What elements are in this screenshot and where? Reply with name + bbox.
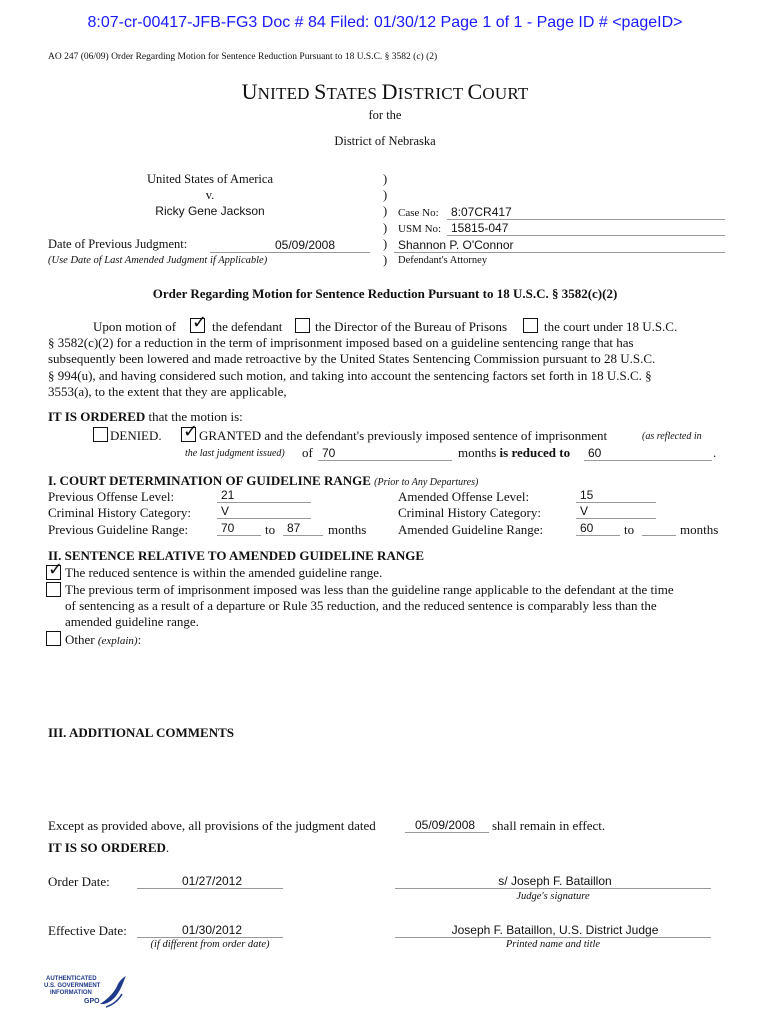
- effective-date-label: Effective Date:: [48, 923, 127, 938]
- checkbox-other[interactable]: [46, 631, 61, 646]
- months-label: months: [680, 522, 719, 537]
- checkbox-less-than-range[interactable]: [46, 582, 61, 597]
- effective-date-field[interactable]: 01/30/2012: [137, 923, 283, 938]
- new-months-field[interactable]: 60: [584, 446, 712, 461]
- signature-label: Judge's signature: [516, 891, 590, 902]
- caption-paren: ): [383, 188, 388, 202]
- option-granted: GRANTED and the defendant's previously imposed sentence of imprisonment: [199, 428, 608, 443]
- remain-text: shall remain in effect.: [492, 818, 606, 833]
- court-name: UNITED STATES DISTRICT COURT: [241, 79, 529, 104]
- defendant-name: Ricky Gene Jackson: [155, 204, 265, 218]
- checkmark-icon: ✓: [183, 421, 199, 442]
- it-is-ordered: IT IS ORDERED that the motion is:: [48, 409, 243, 424]
- prev-offense-label: Previous Offense Level:: [48, 489, 175, 504]
- option-bop: the Director of the Bureau of Prisons: [315, 319, 508, 334]
- district-name: District of Nebraska: [334, 134, 436, 148]
- option-less-than-range-cont: amended guideline range.: [65, 614, 199, 629]
- prev-history-field[interactable]: V: [217, 504, 311, 519]
- amended-history-label: Criminal History Category:: [398, 505, 541, 520]
- option-defendant: the defendant: [212, 319, 283, 334]
- order-title: Order Regarding Motion for Sentence Reduction Pursuant to 18 U.S.C. § 3582(c)(2): [152, 286, 618, 301]
- caption-paren: ): [383, 237, 388, 251]
- plaintiff-name: United States of America: [146, 172, 273, 186]
- to-label: to: [265, 522, 276, 537]
- printed-name-label: Printed name and title: [505, 939, 601, 950]
- paragraph-line: subsequently been lowered and made retroactive by the United States Sentencing Commission pursuant to 28 U.S.C.: [48, 351, 656, 366]
- prev-months-field[interactable]: 70: [318, 446, 452, 461]
- checkbox-granted[interactable]: [181, 421, 199, 442]
- judgment-date-field[interactable]: 05/09/2008: [405, 818, 489, 833]
- checkbox-denied[interactable]: [93, 427, 108, 442]
- amended-offense-label: Amended Offense Level:: [398, 489, 530, 504]
- to-label: to: [624, 522, 635, 537]
- prev-history-label: Criminal History Category:: [48, 505, 191, 520]
- case-no-field[interactable]: 8:07CR417: [447, 205, 725, 220]
- gpo-authenticated-logo: AUTHENTICATED U.S. GOVERNMENT INFORMATION GPO: [44, 974, 134, 1014]
- except-text: Except as provided above, all provisions of the judgment dated: [48, 818, 376, 833]
- usm-no-label: USM No:: [398, 223, 442, 235]
- paragraph-line: § 3582(c)(2) for a reduction in the term of imprisonment imposed based on a guideline sentencing range that has: [48, 335, 634, 350]
- of-label: of: [302, 445, 313, 460]
- months-reduced-label: months is reduced to: [458, 445, 571, 460]
- checkbox-defendant[interactable]: [190, 312, 208, 333]
- option-less-than-range-cont: of sentencing as a result of a departure or Rule 35 reduction, and the reduced sentence is comparably less than the: [65, 598, 657, 613]
- section1-heading: I. COURT DETERMINATION OF GUIDELINE RANGE (Prior to Any Departures): [48, 473, 479, 488]
- for-the: for the: [368, 108, 402, 122]
- option-court: the court under 18 U.S.C.: [544, 319, 678, 334]
- checkmark-icon: ✓: [48, 559, 64, 580]
- form-number-line: AO 247 (06/09) Order Regarding Motion for Sentence Reduction Pursuant to 18 U.S.C. § 3582 (c) (2): [48, 52, 438, 62]
- versus: v.: [205, 188, 215, 202]
- section2-heading: II. SENTENCE RELATIVE TO AMENDED GUIDELINE RANGE: [48, 548, 425, 563]
- prev-judgment-date[interactable]: 05/09/2008: [210, 238, 370, 253]
- prev-range-high[interactable]: 87: [283, 521, 323, 536]
- attorney-label: Defendant's Attorney: [398, 255, 488, 266]
- prev-offense-field[interactable]: 21: [217, 488, 311, 503]
- checkbox-court[interactable]: [523, 318, 538, 333]
- amended-offense-field[interactable]: 15: [576, 488, 656, 503]
- months-label: months: [328, 522, 367, 537]
- option-other: Other (explain):: [65, 632, 142, 647]
- last-judgment-note: the last judgment issued): [185, 448, 285, 459]
- printed-name-field[interactable]: Joseph F. Bataillon, U.S. District Judge: [395, 923, 711, 938]
- usm-no-field[interactable]: 15815-047: [447, 221, 725, 236]
- case-stamp: 8:07-cr-00417-JFB-FG3 Doc # 84 Filed: 01/30/12 Page 1 of 1 - Page ID # <pageID>: [87, 14, 683, 31]
- caption-paren: ): [383, 253, 388, 267]
- attorney-field[interactable]: Shannon P. O'Connor: [394, 238, 725, 253]
- prev-judgment-label: Date of Previous Judgment:: [48, 237, 188, 251]
- caption-paren: ): [383, 172, 388, 186]
- prev-range-low[interactable]: 70: [217, 521, 261, 536]
- period: .: [713, 445, 717, 460]
- amended-range-low[interactable]: 60: [576, 521, 620, 536]
- as-reflected-note: (as reflected in: [642, 431, 702, 442]
- option-within-range: The reduced sentence is within the amended guideline range.: [65, 565, 383, 580]
- effective-date-note: (if different from order date): [150, 939, 270, 950]
- paragraph-line: § 994(u), and having considered such motion, and taking into account the sentencing factors set forth in 18 U.S.C. §: [48, 368, 652, 383]
- case-no-label: Case No:: [398, 207, 439, 219]
- prev-judgment-note: (Use Date of Last Amended Judgment if Applicable): [48, 255, 268, 266]
- amended-range-label: Amended Guideline Range:: [398, 522, 544, 537]
- caption-paren: ): [383, 204, 388, 218]
- section3-heading: III. ADDITIONAL COMMENTS: [48, 725, 235, 740]
- so-ordered: IT IS SO ORDERED.: [48, 840, 170, 855]
- option-less-than-range: The previous term of imprisonment imposed was less than the guideline range applicable to the defendant at the time: [65, 582, 674, 597]
- order-date-field[interactable]: 01/27/2012: [137, 874, 283, 889]
- amended-history-field[interactable]: V: [576, 504, 656, 519]
- prev-range-label: Previous Guideline Range:: [48, 522, 189, 537]
- upon-motion-of: Upon motion of: [93, 319, 177, 334]
- checkbox-bop[interactable]: [295, 318, 310, 333]
- order-date-label: Order Date:: [48, 874, 110, 889]
- paragraph-line: 3553(a), to the extent that they are applicable,: [48, 384, 287, 399]
- checkmark-icon: ✓: [192, 312, 208, 333]
- judge-signature-field[interactable]: s/ Joseph F. Bataillon: [395, 874, 711, 889]
- checkbox-within-range[interactable]: [46, 559, 64, 580]
- caption-paren: ): [383, 221, 388, 235]
- amended-range-high[interactable]: [642, 521, 676, 536]
- eagle-icon: [96, 974, 128, 1010]
- option-denied: DENIED.: [110, 428, 162, 443]
